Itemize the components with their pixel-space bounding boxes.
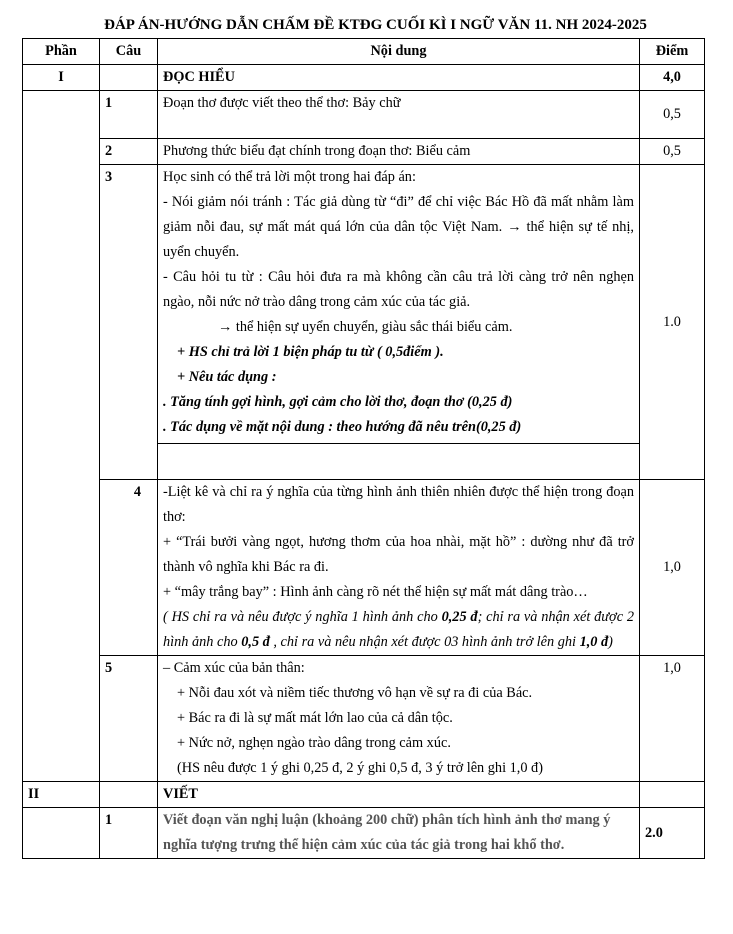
content-line: + Bác ra đi là sự mất mát lớn lao của cả dân tộc.	[177, 710, 453, 726]
section-row-doc-hieu	[23, 65, 705, 91]
table-header-row	[23, 39, 705, 65]
table-row	[23, 139, 705, 165]
content-line: + Nức nở, nghẹn ngào trào dâng trong cảm xúc.	[177, 735, 451, 751]
question-content: Phương thức biểu đạt chính trong đoạn thơ: Biểu cảm	[158, 139, 640, 165]
section-number: II	[23, 782, 100, 808]
header-diem: Điểm	[640, 39, 705, 65]
question-score: 0,5	[640, 91, 705, 139]
question-number: 1	[100, 808, 158, 859]
question-score: 1,0	[640, 480, 705, 656]
section-label: ĐỌC HIỂU	[158, 65, 640, 91]
question-content: Đoạn thơ được viết theo thể thơ: Bảy chữ	[158, 91, 640, 139]
header-cau: Câu	[100, 39, 158, 65]
section-label: VIẾT	[158, 782, 640, 808]
table-row	[23, 91, 705, 139]
content-line: Học sinh có thể trả lời một trong hai đáp án:	[163, 169, 416, 185]
content-line: (HS nêu được 1 ý ghi 0,25 đ, 2 ý ghi 0,5 đ, 3 ý trở lên ghi 1,0 đ)	[177, 760, 543, 776]
question-number: 2	[100, 139, 158, 165]
question-score: 1.0	[640, 165, 705, 480]
divider	[158, 443, 639, 466]
content-note: ( HS chỉ ra và nêu được ý nghĩa 1 hình ảnh cho 0,25 đ; chỉ ra và nhận xét được 2 hình ảnh cho 0,5 đ , chỉ ra và nêu nhận xét được 03 hình ảnh trở lên ghi 1,0 đ)	[163, 609, 634, 650]
header-noi-dung: Nội dung	[158, 39, 640, 65]
content-line: + HS chỉ trả lời 1 biện pháp tu từ ( 0,5điểm ).	[177, 344, 444, 360]
header-phan: Phần	[23, 39, 100, 65]
table-row	[23, 656, 705, 782]
question-score: 0,5	[640, 139, 705, 165]
question-number: 1	[100, 91, 158, 139]
content-line: . Tăng tính gợi hình, gợi cảm cho lời thơ, đoạn thơ (0,25 đ)	[163, 394, 513, 410]
table-row	[23, 165, 705, 480]
page-title: ĐÁP ÁN-HƯỚNG DẪN CHẤM ĐỀ KTĐG CUỐI KÌ I NGỮ VĂN 11. NH 2024-2025	[104, 17, 647, 33]
content-line: -Liệt kê và chỉ ra ý nghĩa của từng hình ảnh thiên nhiên được thể hiện trong đoạn thơ:	[163, 484, 634, 525]
question-number: 3	[100, 165, 158, 480]
table-row	[23, 480, 705, 656]
answer-table	[22, 38, 705, 859]
content-line: + Nêu tác dụng :	[177, 369, 277, 385]
content-line: - Câu hỏi tu từ : Câu hỏi đưa ra mà không cần câu trả lời càng trở nên nghẹn ngào, nỗi nức nở trào dâng trong cảm xúc của tác giả.	[163, 269, 634, 310]
question-score: 2.0	[640, 808, 705, 859]
section-number: I	[23, 65, 100, 91]
table-row	[23, 808, 705, 859]
content-line: . Tác dụng về mặt nội dung : theo hướng đã nêu trên(0,25 đ)	[163, 419, 522, 435]
question-content	[158, 165, 640, 480]
section-score: 4,0	[640, 65, 705, 91]
question-score: 1,0	[640, 656, 705, 782]
content-line: + “Trái bưởi vàng ngọt, hương thơm của hoa nhài, mặt hồ” : dường như đã trở thành vô nghĩa khi Bác ra đi.	[163, 534, 634, 575]
content-line: – Cảm xúc của bản thân:	[163, 660, 305, 676]
content-line: + “mây trắng bay” : Hình ảnh càng rõ nét thể hiện sự mất mát dâng trào…	[163, 584, 588, 600]
question-content: Viết đoạn văn nghị luận (khoảng 200 chữ) phân tích hình ảnh thơ mang ý nghĩa tượng trưng thể hiện cảm xúc của tác giả trong hai khổ thơ.	[158, 808, 640, 859]
content-line: → thể hiện sự uyển chuyển, giàu sắc thái biểu cảm.	[218, 319, 513, 335]
question-content	[158, 480, 640, 656]
content-line: - Nói giảm nói tránh : Tác giả dùng từ “đi” để chỉ việc Bác Hồ đã mất nhằm làm giảm nỗi đau, sự mất mát quá lớn của dân tộc Việt Nam. → thể hiện sự tế nhị, uyển chuyển.	[163, 194, 634, 260]
content-line: + Nỗi đau xót và niềm tiếc thương vô hạn về sự ra đi của Bác.	[177, 685, 533, 701]
section-row-viet	[23, 782, 705, 808]
question-number: 4	[100, 480, 158, 656]
question-content	[158, 656, 640, 782]
question-number: 5	[100, 656, 158, 782]
